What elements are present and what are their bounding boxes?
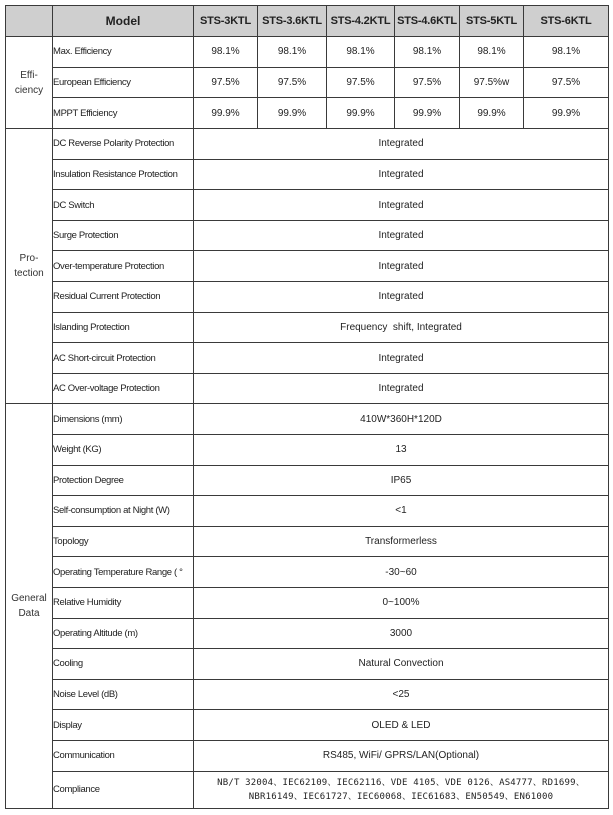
table-row (6, 404, 609, 435)
spec-table (5, 5, 609, 809)
cell-value: 3000 (194, 618, 609, 649)
table-row (6, 67, 609, 98)
table-row (6, 98, 609, 129)
table-row (6, 710, 609, 741)
cell-value: Integrated (194, 343, 609, 374)
group-efficiency-line1: Effi- (20, 69, 38, 81)
table-row (6, 679, 609, 710)
cell-value: 98.1% (327, 37, 395, 68)
model-column-header: STS-4.6KTL (395, 6, 460, 37)
table-row (6, 159, 609, 190)
cell-value: Integrated (194, 251, 609, 282)
row-label: Operating Temperature Range ( ° (53, 557, 194, 588)
cell-value: <25 (194, 679, 609, 710)
cell-value: 0~100% (194, 587, 609, 618)
table-row (6, 220, 609, 251)
table-row (6, 373, 609, 404)
table-row (6, 312, 609, 343)
cell-value: Frequency shift, Integrated (194, 312, 609, 343)
cell-value: 97.5% (524, 67, 609, 98)
row-label: AC Short-circuit Protection (53, 343, 194, 374)
compliance-value (194, 771, 609, 808)
group-efficiency (6, 37, 53, 129)
table-row (6, 557, 609, 588)
cell-value: 99.9% (258, 98, 327, 129)
cell-value: -30~60 (194, 557, 609, 588)
row-label: Protection Degree (53, 465, 194, 496)
cell-value: IP65 (194, 465, 609, 496)
cell-value: Integrated (194, 159, 609, 190)
table-row (6, 251, 609, 282)
cell-value: 97.5% (395, 67, 460, 98)
table-row (6, 496, 609, 527)
row-label: Self-consumption at Night (W) (53, 496, 194, 527)
model-column-header: STS-3.6KTL (258, 6, 327, 37)
model-column-header: STS-6KTL (524, 6, 609, 37)
row-label: Compliance (53, 771, 194, 808)
row-label: Residual Current Protection (53, 282, 194, 313)
table-row (6, 465, 609, 496)
cell-value: 99.9% (327, 98, 395, 129)
cell-value: 99.9% (194, 98, 258, 129)
row-label: Weight (KG) (53, 435, 194, 466)
row-label: Operating Altitude (m) (53, 618, 194, 649)
cell-value: 99.9% (395, 98, 460, 129)
table-row (6, 740, 609, 771)
cell-value: Integrated (194, 220, 609, 251)
row-label: Max. Efficiency (53, 37, 194, 68)
group-general-line2: Data (18, 607, 40, 619)
header-corner (6, 6, 53, 37)
row-label: Insulation Resistance Protection (53, 159, 194, 190)
row-label: European Efficiency (53, 67, 194, 98)
cell-value: RS485, WiFi/ GPRS/LAN(Optional) (194, 740, 609, 771)
group-efficiency-line2: ciency (14, 84, 44, 96)
cell-value: <1 (194, 496, 609, 527)
model-column-header: STS-4.2KTL (327, 6, 395, 37)
row-label: Cooling (53, 649, 194, 680)
row-label: Surge Protection (53, 220, 194, 251)
cell-value: 97.5% (258, 67, 327, 98)
cell-value: 97.5% (327, 67, 395, 98)
group-general-line1: General (11, 592, 47, 604)
group-protection-line2: tection (14, 268, 44, 280)
compliance-line1: NB/T 32004、IEC62109、IEC62116、VDE 4105、VDE 0126、AS4777、RD1699、 (217, 777, 585, 788)
cell-value: Integrated (194, 190, 609, 221)
group-protection-line1: Pro- (19, 253, 39, 265)
cell-value: Integrated (194, 282, 609, 313)
cell-value: 98.1% (194, 37, 258, 68)
group-protection (6, 129, 53, 404)
row-label: Islanding Protection (53, 312, 194, 343)
cell-value: 410W*360H*120D (194, 404, 609, 435)
table-row (6, 343, 609, 374)
model-column-header: STS-3KTL (194, 6, 258, 37)
cell-value: 98.1% (460, 37, 524, 68)
row-label: Display (53, 710, 194, 741)
table-row (6, 282, 609, 313)
row-label: Over-temperature Protection (53, 251, 194, 282)
cell-value: Transformerless (194, 526, 609, 557)
row-label: DC Switch (53, 190, 194, 221)
row-label: Communication (53, 740, 194, 771)
table-row (6, 129, 609, 160)
row-label: Relative Humidity (53, 587, 194, 618)
table-row (6, 526, 609, 557)
row-label: Topology (53, 526, 194, 557)
table-row (6, 587, 609, 618)
row-label: DC Reverse Polarity Protection (53, 129, 194, 160)
compliance-line2: NBR16149、IEC61727、IEC60068、IEC61683、EN50549、EN61000 (248, 791, 554, 802)
cell-value: 98.1% (258, 37, 327, 68)
table-row (6, 37, 609, 68)
cell-value: Natural Convection (194, 649, 609, 680)
row-label: Dimensions (mm) (53, 404, 194, 435)
cell-value: 98.1% (395, 37, 460, 68)
cell-value: Integrated (194, 129, 609, 160)
table-row (6, 771, 609, 808)
table-row (6, 435, 609, 466)
cell-value: Integrated (194, 373, 609, 404)
row-label: Noise Level (dB) (53, 679, 194, 710)
table-row (6, 618, 609, 649)
model-header: Model (53, 6, 194, 37)
cell-value: 98.1% (524, 37, 609, 68)
cell-value: 97.5% (194, 67, 258, 98)
cell-value: 99.9% (524, 98, 609, 129)
row-label: MPPT Efficiency (53, 98, 194, 129)
table-row (6, 190, 609, 221)
cell-value: 13 (194, 435, 609, 466)
cell-value: 97.5%w (460, 67, 524, 98)
model-column-header: STS-5KTL (460, 6, 524, 37)
group-general-data (6, 404, 53, 808)
cell-value: OLED & LED (194, 710, 609, 741)
cell-value: 99.9% (460, 98, 524, 129)
row-label: AC Over-voltage Protection (53, 373, 194, 404)
table-row (6, 649, 609, 680)
